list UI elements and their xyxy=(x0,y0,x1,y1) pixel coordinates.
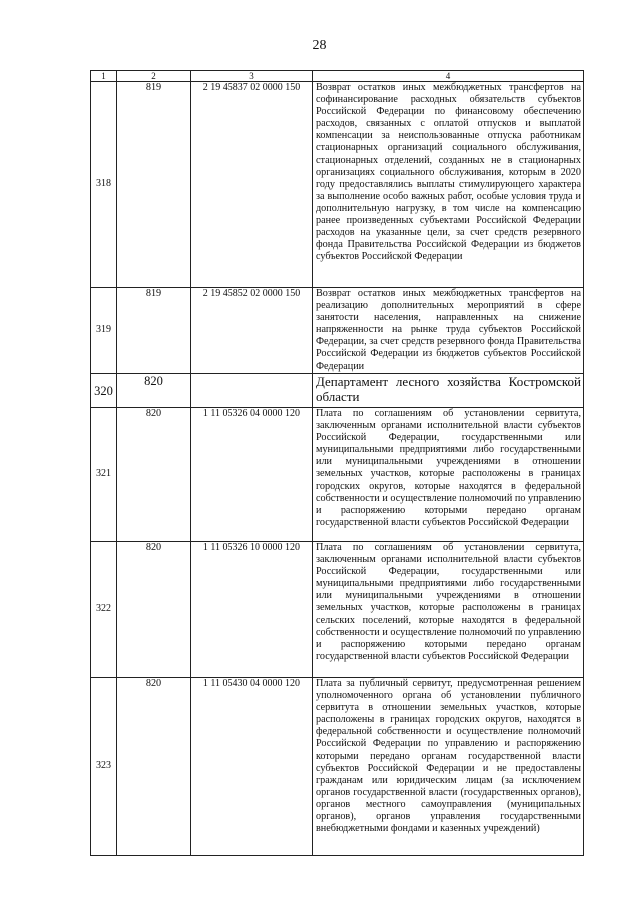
admin-code: 820 xyxy=(117,374,191,408)
revenue-codes-table xyxy=(90,70,584,856)
budget-code xyxy=(191,374,313,408)
row-number: 319 xyxy=(91,288,117,374)
admin-code: 819 xyxy=(117,288,191,374)
header-cell: 1 xyxy=(91,71,117,82)
budget-code: 2 19 45852 02 0000 150 xyxy=(191,288,313,374)
header-cell: 3 xyxy=(191,71,313,82)
header-cell: 4 xyxy=(313,71,584,82)
table-row xyxy=(91,82,584,288)
admin-code: 820 xyxy=(117,678,191,856)
table-row xyxy=(91,542,584,678)
row-number: 320 xyxy=(91,374,117,408)
budget-code: 1 11 05430 04 0000 120 xyxy=(191,678,313,856)
revenue-description: Плата по соглашениям об установлении сервитута, заключенным органами исполнительной власти субъектов Российской Федерации, государственными или муниципальными предприятиями либо государственными или муниципальными учреждениями в отношении земельных участков, которые расположены в границах городских округов, которые находятся в федеральной собственности и осуществление полномочий по управлению и распоряжению которыми передано органам государственной власти субъектов Российской Федерации xyxy=(313,408,584,542)
revenue-description: Возврат остатков иных межбюджетных трансфертов на софинансирование расходных обязательств субъектов Российской Федерации по финансовому обеспечению расходов, связанных с оплатой отпусков и выплатой компенсации за неиспользованные отпуска работникам стационарных организаций социального обслуживания, стационарных отделений, созданных не в стационарных организациях социального обслуживания, которым в 2020 году предоставлялись выплаты стимулирующего характера за выполнение особо важных работ, особые условия труда и дополнительную нагрузку, в том числе на компенсацию ранее произведенных субъектами Российской Федерации расходов на указанные цели, за счет средств резервного фонда Правительства Российской Федерации из бюджетов субъектов Российской Федерации xyxy=(313,82,584,288)
budget-code: 1 11 05326 10 0000 120 xyxy=(191,542,313,678)
row-number: 321 xyxy=(91,408,117,542)
revenue-description: Плата по соглашениям об установлении сервитута, заключенным органами исполнительной власти субъектов Российской Федерации, государственными или муниципальными предприятиями либо государственными или муниципальными учреждениями в отношении земельных участков, которые расположены в границах сельских поселений, которые находятся в федеральной собственности и осуществление полномочий по управлению и распоряжению которыми передано органам государственной власти субъектов Российской Федерации xyxy=(313,542,584,678)
admin-code: 820 xyxy=(117,542,191,678)
table-header-row xyxy=(91,71,584,82)
row-number: 318 xyxy=(91,82,117,288)
revenue-description: Плата за публичный сервитут, предусмотренная решением уполномоченного органа об установлении публичного сервитута в отношении земельных участков, которые расположены в границах городских округов, находятся в федеральной собственности и осуществление полномочий Российской Федерации по управлению и распоряжению которыми передано органам государственной власти субъектов Российской Федерации и не предоставлены гражданам или юридическим лицам (за исключением органов государственной власти (государственных органов), органов местного самоуправления (муниципальных органов), органов управления государственными внебюджетными фондами и казенных учреждений) xyxy=(313,678,584,856)
department-name: Департамент лесного хозяйства Костромской области xyxy=(313,374,584,408)
table-row xyxy=(91,288,584,374)
row-number: 322 xyxy=(91,542,117,678)
page-number: 28 xyxy=(312,38,327,53)
department-row xyxy=(91,374,584,408)
admin-code: 820 xyxy=(117,408,191,542)
budget-code: 2 19 45837 02 0000 150 xyxy=(191,82,313,288)
header-cell: 2 xyxy=(117,71,191,82)
admin-code: 819 xyxy=(117,82,191,288)
revenue-description: Возврат остатков иных межбюджетных трансфертов на реализацию дополнительных мероприятий в сфере занятости населения, направленных на снижение напряженности на рынке труда субъектов Российской Федерации, за счет средств резервного фонда Правительства Российской Федерации из бюджетов субъектов Российской Федерации xyxy=(313,288,584,374)
budget-code: 1 11 05326 04 0000 120 xyxy=(191,408,313,542)
table-row xyxy=(91,678,584,856)
table-row xyxy=(91,408,584,542)
row-number: 323 xyxy=(91,678,117,856)
